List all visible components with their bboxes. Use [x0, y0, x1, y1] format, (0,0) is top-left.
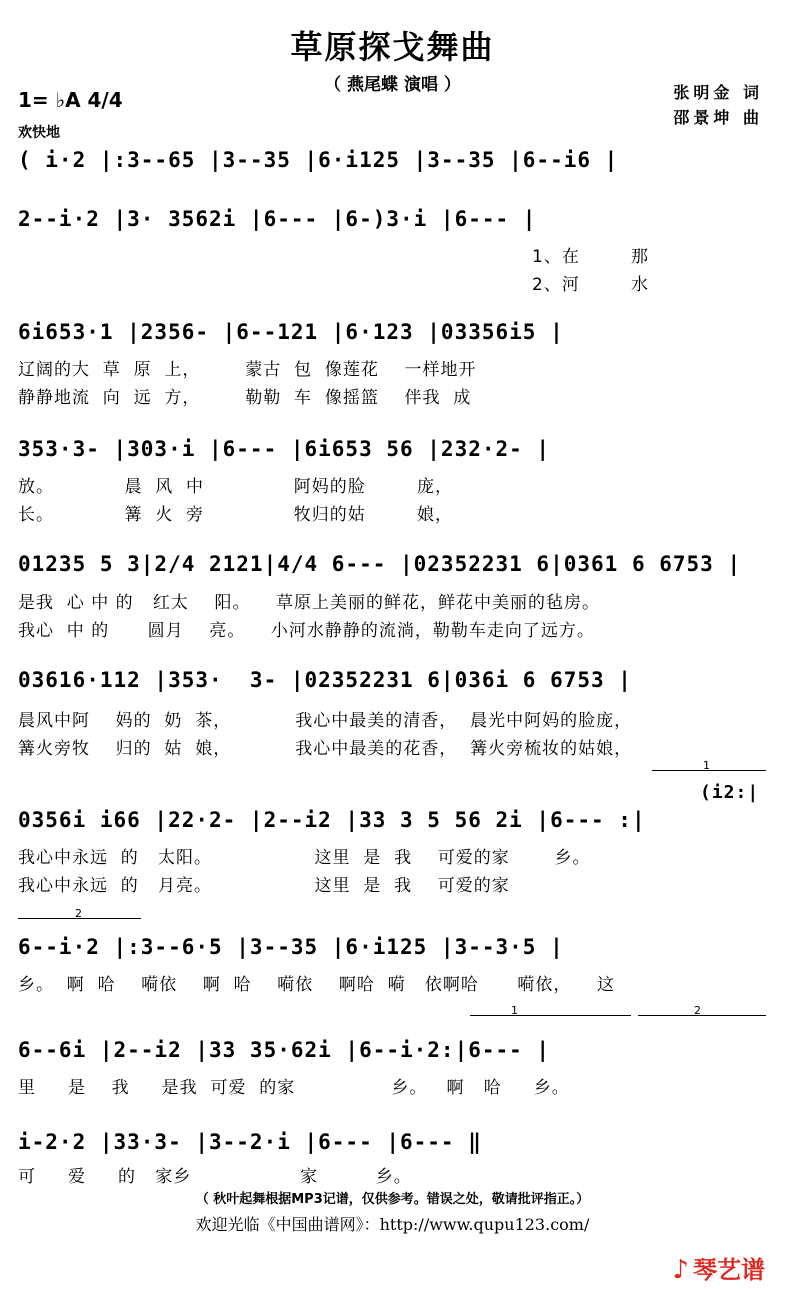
singer-credit: （ 燕尾蝶 演唱 ） — [324, 75, 461, 95]
score-line-1-notes: ( i·2 |:3--65 |3--35 |6·i125 |3--35 |6--i6 | — [18, 148, 619, 172]
composer-credit: 邵景坤 曲 — [673, 108, 763, 127]
logo-text: 琴艺谱 — [693, 1256, 765, 1284]
volta-1b-bracket — [470, 1004, 631, 1017]
volta-1b-label: 1 — [511, 1004, 518, 1017]
site-link[interactable]: 欢迎光临《中国曲谱网》：http://www.qupu123.com/ — [195, 1215, 590, 1234]
verse-marker-2: 2、河 水 — [532, 275, 650, 295]
transcription-note: （ 秋叶起舞根据MP3记谱，仅供参考。错误之处，敬请批评指正。） — [195, 1192, 590, 1207]
key-signature: 1= ♭A 4/4 — [18, 88, 123, 112]
volta-2b-bracket — [638, 1004, 766, 1017]
score-line-9-notes: 6--6i |2--i2 |33 35·62i |6--i·2:|6--- | — [18, 1038, 551, 1062]
score-line-4-lyric-2: 长。 篝 火 旁 牧归的姑 娘， — [18, 505, 453, 525]
score-line-4-lyric-1: 放。 晨 风 中 阿妈的脸 庞， — [18, 477, 453, 497]
score-line-3-notes: 6i653·1 |2356- |6--121 |6·123 |03356i5 | — [18, 320, 564, 344]
score-line-8-notes: 6--i·2 |:3--6·5 |3--35 |6·i125 |3--3·5 | — [18, 935, 564, 959]
score-line-2-notes: 2--i·2 |3· 3562i |6--- |6-)3·i |6--- | — [18, 207, 537, 231]
score-line-10-lyric-1: 可 爱 的 家乡 家 乡。 — [18, 1167, 412, 1187]
score-line-6-lyric-2: 篝火旁牧 归的 姑 娘， 我心中最美的花香， 篝火旁梳妆的姑娘， — [18, 739, 633, 759]
lyricist-credit: 张明金 词 — [673, 83, 763, 102]
score-line-4-notes: 353·3- |303·i |6--- |6i653 56 |232·2- | — [18, 437, 551, 461]
volta-2-label: 2 — [75, 907, 82, 920]
tempo-marking: 欢快地 — [18, 125, 60, 141]
score-line-7-lyric-2: 我心中永远 的 月亮。 这里 是 我 可爱的家 — [18, 876, 510, 896]
song-title: 草原探戈舞曲 — [290, 28, 495, 66]
volta-2b-label: 2 — [694, 1004, 701, 1017]
score-line-9-lyric-1: 里 是 我 是我 可爱 的家 乡。 啊 哈 乡。 — [18, 1078, 570, 1098]
score-line-5-lyric-1: 是我 心 中 的 红太 阳。 草原上美丽的鲜花，鲜花中美丽的毡房。 — [18, 593, 601, 613]
score-line-7-notes: 0356i i66 |22·2- |2--i2 |33 3 5 56 2i |6--- :| — [18, 808, 646, 832]
score-line-6-lyric-1: 晨风中阿 妈的 奶 茶， 我心中最美的清香， 晨光中阿妈的脸庞， — [18, 711, 633, 731]
score-line-3-lyric-2: 静静地流 向 远 方， 勒勒 车 像摇篮 伴我 成 — [18, 388, 472, 408]
score-line-6-notes: 03616·112 |353· 3- |02352231 6|036i 6 6753 | — [18, 668, 632, 692]
volta-1-bracket — [652, 759, 766, 772]
score-line-5-lyric-2: 我心 中 的 圆月 亮。 小河水静静的流淌，勒勒车走向了远方。 — [18, 621, 595, 641]
site-logo — [672, 1250, 765, 1285]
score-line-10-notes: i-2·2 |33·3- |3--2·i |6--- |6--- ‖ — [18, 1130, 482, 1154]
volta-2-bracket — [18, 907, 141, 920]
score-line-3-lyric-1: 辽阔的大 草 原 上， 蒙古 包 像莲花 一样地开 — [18, 360, 477, 380]
score-line-8-lyric-1: 乡。 啊 哈 嗬依 啊 哈 嗬依 啊哈 嗬 依啊哈 嗬依， 这 — [18, 975, 615, 995]
score-line-5-notes: 01235 5 3|2/4 2121|4/4 6--- |02352231 6|0361 6 6753 | — [18, 552, 742, 576]
pickup-notes: (i2:| — [700, 782, 760, 803]
logo-icon: ♪ — [672, 1255, 689, 1285]
volta-1-label: 1 — [703, 759, 710, 772]
verse-marker-1: 1、在 那 — [532, 247, 650, 267]
score-line-7-lyric-1: 我心中永远 的 太阳。 这里 是 我 可爱的家 乡。 — [18, 848, 591, 868]
